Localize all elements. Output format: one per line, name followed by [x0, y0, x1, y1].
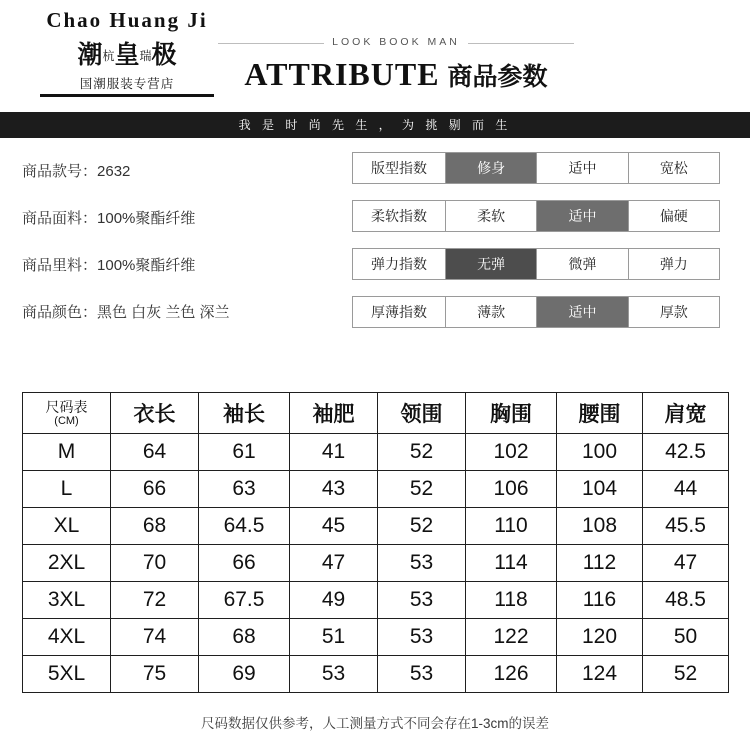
cell: 42.5 — [643, 434, 729, 471]
page-title-cn: 商品参数 — [447, 63, 548, 91]
cell: 116 — [557, 582, 643, 619]
cell: 112 — [557, 545, 643, 582]
page-title — [196, 56, 596, 93]
brand-char-3: 皇 — [114, 42, 140, 69]
spec-row — [22, 254, 352, 275]
cell: 50 — [643, 619, 729, 656]
size-table — [22, 392, 729, 693]
brand-char-1: 潮 — [77, 42, 103, 69]
brand-char-5: 极 — [151, 42, 177, 69]
cell: 68 — [111, 508, 199, 545]
row-size-label: 3XL — [23, 582, 111, 619]
cell: 64 — [111, 434, 199, 471]
index-row-softness — [352, 200, 720, 232]
cell: 75 — [111, 656, 199, 693]
index-list — [352, 152, 720, 344]
spec-label: 商品款号： — [22, 163, 98, 180]
table-row — [23, 619, 729, 656]
cell: 66 — [111, 471, 199, 508]
slogan-strip — [0, 112, 750, 138]
cell: 67.5 — [199, 582, 290, 619]
cell: 43 — [290, 471, 378, 508]
column-header: 衣长 — [111, 393, 199, 434]
cell: 44 — [643, 471, 729, 508]
cell: 53 — [378, 619, 466, 656]
cell: 53 — [290, 656, 378, 693]
cell: 122 — [466, 619, 557, 656]
column-header: 肩宽 — [643, 393, 729, 434]
index-option[interactable]: 宽松 — [629, 153, 719, 183]
brand-underline — [40, 94, 214, 97]
lookbook-caption — [196, 36, 596, 50]
cell: 52 — [378, 471, 466, 508]
cell: 106 — [466, 471, 557, 508]
brand-latin-name: Chao Huang Ji — [46, 8, 208, 32]
cell: 45 — [290, 508, 378, 545]
cell: 118 — [466, 582, 557, 619]
cell: 49 — [290, 582, 378, 619]
title-block — [196, 36, 596, 93]
index-option[interactable]: 适中 — [537, 153, 628, 183]
spec-label: 商品面料： — [22, 210, 98, 227]
cell: 102 — [466, 434, 557, 471]
index-option-selected[interactable]: 修身 — [446, 153, 537, 183]
cell: 41 — [290, 434, 378, 471]
row-size-label: 4XL — [23, 619, 111, 656]
cell: 72 — [111, 582, 199, 619]
size-table-wrap — [22, 392, 728, 693]
size-table-corner-unit: (CM) — [54, 414, 79, 427]
lookbook-caption-text: LOOK BOOK MAN — [324, 36, 468, 48]
row-size-label: L — [23, 471, 111, 508]
brand-store-name: 国潮服装专营店 — [79, 77, 175, 91]
column-header: 胸围 — [466, 393, 557, 434]
row-size-label: M — [23, 434, 111, 471]
cell: 66 — [199, 545, 290, 582]
index-row-thickness — [352, 296, 720, 328]
cell: 52 — [643, 656, 729, 693]
spec-label: 商品里料： — [22, 257, 98, 274]
spec-list — [22, 160, 352, 348]
spec-value: 100%聚酯纤维 — [97, 210, 196, 227]
row-size-label: XL — [23, 508, 111, 545]
index-option-selected[interactable]: 适中 — [537, 201, 628, 231]
cell: 53 — [378, 582, 466, 619]
spec-value: 100%聚酯纤维 — [97, 257, 196, 274]
measurement-note: 尺码数据仅供参考，人工测量方式不同会存在1-3cm的误差 — [200, 716, 549, 731]
column-header: 腰围 — [557, 393, 643, 434]
spec-label: 商品颜色： — [22, 304, 98, 321]
index-option[interactable]: 柔软 — [446, 201, 537, 231]
index-row-fit — [352, 152, 720, 184]
spec-row — [22, 301, 352, 322]
cell: 120 — [557, 619, 643, 656]
index-option-selected[interactable]: 适中 — [537, 297, 628, 327]
cell: 114 — [466, 545, 557, 582]
cell: 69 — [199, 656, 290, 693]
row-size-label: 2XL — [23, 545, 111, 582]
cell: 124 — [557, 656, 643, 693]
column-header: 袖长 — [199, 393, 290, 434]
spec-value: 2632 — [97, 163, 131, 180]
size-table-corner — [23, 393, 111, 434]
index-option[interactable]: 偏硬 — [629, 201, 719, 231]
cell: 104 — [557, 471, 643, 508]
cell: 53 — [378, 545, 466, 582]
cell: 110 — [466, 508, 557, 545]
page-title-en: ATTRIBUTE — [244, 56, 440, 92]
column-header: 袖肥 — [290, 393, 378, 434]
index-option[interactable]: 微弹 — [537, 249, 628, 279]
slogan-text: 我 是 时 尚 先 生 ， 为 挑 剔 而 生 — [238, 118, 512, 132]
cell: 100 — [557, 434, 643, 471]
cell: 61 — [199, 434, 290, 471]
specs-section — [0, 138, 750, 366]
brand-char-2: 杭 — [102, 49, 115, 63]
index-name: 版型指数 — [353, 153, 446, 183]
table-row — [23, 582, 729, 619]
cell: 68 — [199, 619, 290, 656]
cell: 108 — [557, 508, 643, 545]
index-option[interactable]: 厚款 — [629, 297, 719, 327]
cell: 45.5 — [643, 508, 729, 545]
cell: 63 — [199, 471, 290, 508]
spec-value: 黑色 白灰 兰色 深兰 — [97, 304, 230, 321]
index-name: 厚薄指数 — [353, 297, 446, 327]
index-name: 弹力指数 — [353, 249, 446, 279]
index-name: 柔软指数 — [353, 201, 446, 231]
cell: 48.5 — [643, 582, 729, 619]
cell: 74 — [111, 619, 199, 656]
cell: 52 — [378, 434, 466, 471]
cell: 47 — [643, 545, 729, 582]
cell: 52 — [378, 508, 466, 545]
index-option-selected[interactable]: 无弹 — [446, 249, 537, 279]
spec-row — [22, 207, 352, 228]
index-row-elasticity — [352, 248, 720, 280]
index-option[interactable]: 弹力 — [629, 249, 719, 279]
size-table-header-row — [23, 393, 729, 434]
cell: 47 — [290, 545, 378, 582]
cell: 64.5 — [199, 508, 290, 545]
cell: 70 — [111, 545, 199, 582]
row-size-label: 5XL — [23, 656, 111, 693]
table-row — [23, 471, 729, 508]
column-header: 领围 — [378, 393, 466, 434]
cell: 126 — [466, 656, 557, 693]
index-option[interactable]: 薄款 — [446, 297, 537, 327]
size-table-corner-label: 尺码表 — [45, 398, 88, 415]
table-row — [23, 656, 729, 693]
table-row — [23, 545, 729, 582]
cell: 53 — [378, 656, 466, 693]
cell: 51 — [290, 619, 378, 656]
page-header — [0, 0, 750, 112]
table-row — [23, 508, 729, 545]
spec-row — [22, 160, 352, 181]
table-row — [23, 434, 729, 471]
brand-char-4: 瑞 — [139, 49, 152, 63]
